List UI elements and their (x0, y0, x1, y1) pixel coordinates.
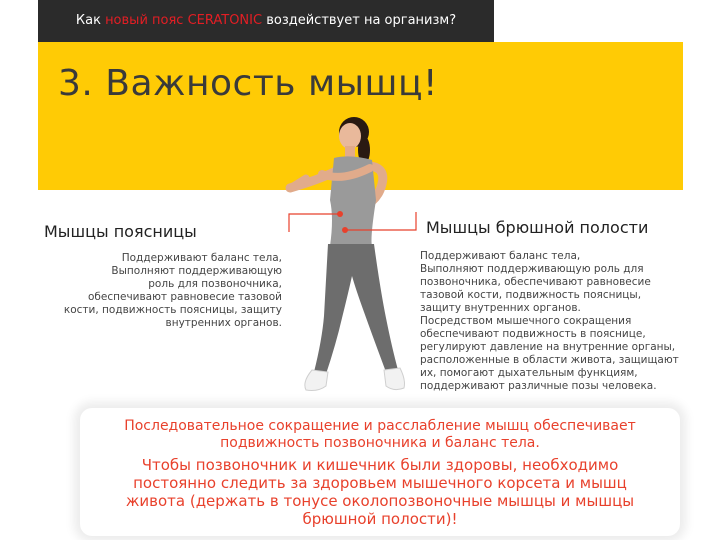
text-line: обеспечивают подвижность в пояснице, (420, 328, 646, 340)
conclusion-paragraph-1 (80, 418, 680, 452)
header-product-name: новый пояс CERATONIC (105, 13, 263, 28)
lower-back-muscles-heading: Мышцы поясницы (44, 222, 197, 241)
text-line: кости, подвижность поясницы, защиту (63, 304, 282, 316)
text-line: обеспечивают равновесие тазовой (87, 291, 282, 303)
abdominal-muscles-description (420, 250, 710, 393)
lower-back-muscles-description (38, 252, 282, 330)
text-line: Выполняют поддерживающую роль для (420, 263, 644, 275)
text-line: постоянно следить за здоровьем мышечного корсета и мышц (133, 474, 627, 492)
text-line: их, помогают дыхательным функциям, (420, 367, 638, 379)
text-line: Поддерживают баланс тела, (121, 252, 282, 264)
header-bar (38, 0, 494, 42)
text-line: регулируют давление на внутренние органы, (420, 341, 676, 353)
text-line: брюшной полости)! (302, 510, 458, 528)
text-line: Посредством мышечного сокращения (420, 315, 632, 327)
text-line: позвоночника, обеспечивают равновесие (420, 276, 651, 288)
text-line: тазовой кости, подвижность поясницы, (420, 289, 642, 301)
conclusion-paragraph-2 (72, 456, 688, 528)
text-line: подвижность позвоночника и баланс тела. (220, 435, 540, 451)
page-title: 3. Важность мышц! (58, 63, 438, 104)
text-line: роль для позвоночника, (148, 278, 282, 290)
text-line: Выполняют поддерживающую (111, 265, 282, 277)
text-line: защиту внутренних органов. (420, 302, 581, 314)
header-suffix: воздействует на организм? (262, 13, 457, 28)
header-prefix: Как (75, 13, 106, 28)
abdominal-muscles-heading: Мышцы брюшной полости (426, 218, 649, 237)
text-line: живота (держать в тонусе околопозвоночные мышцы и мышцы (125, 492, 635, 510)
text-line: Последовательное сокращение и расслабление мышц обеспечивает (124, 418, 636, 434)
text-line: расположенные в области живота, защищают (420, 354, 679, 366)
stretching-woman-illustration (282, 108, 422, 408)
text-line: внутренних органов. (165, 317, 282, 329)
text-line: поддерживают различные позы человека. (420, 380, 657, 392)
text-line: Поддерживают баланс тела, (420, 250, 581, 262)
text-line: Чтобы позвоночник и кишечник были здоровы, необходимо (141, 456, 619, 474)
